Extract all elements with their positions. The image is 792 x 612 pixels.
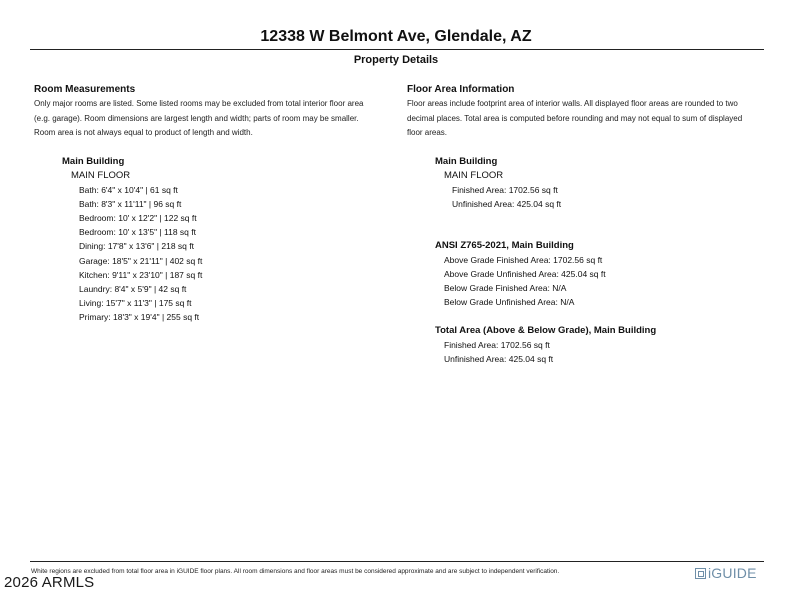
total-unfinished: Unfinished Area: 425.04 sq ft [444,353,554,364]
room-item: Bath: 6'4" x 10'4" | 61 sq ft [79,184,178,195]
floor-area-heading: Floor Area Information [407,84,515,95]
room-item: Dining: 17'8" x 13'6" | 218 sq ft [79,241,194,252]
ansi-item: Below Grade Unfinished Area: N/A [444,296,575,307]
room-item: Bath: 8'3" x 11'11" | 96 sq ft [79,198,182,209]
ansi-title: ANSI Z765-2021, Main Building [435,239,574,251]
note-line: decimal places. Total area is computed before rounding and may not equal to sum of displayed [407,113,743,123]
page-subtitle: Property Details [353,54,439,66]
floor-area-note [407,97,761,141]
total-area-title: Total Area (Above & Below Grade), Main Building [435,324,657,336]
room-item: Primary: 18'3" x 19'4" | 255 sq ft [79,312,200,323]
ansi-item: Above Grade Finished Area: 1702.56 sq ft [444,254,603,265]
iguide-logo [695,565,757,581]
watermark: 2026 ARMLS [4,574,95,591]
main-floor-unfinished: Unfinished Area: 425.04 sq ft [452,198,562,209]
room-item: Living: 15'7" x 11'3" | 175 sq ft [79,298,192,309]
room-item: Bedroom: 10' x 13'5" | 118 sq ft [79,227,196,238]
room-list [34,183,388,325]
note-line: Floor areas include footprint area of interior walls. All displayed floor areas are rounded to two [407,99,738,108]
room-item: Bedroom: 10' x 12'2" | 122 sq ft [79,212,197,223]
ansi-item: Below Grade Finished Area: N/A [444,282,567,293]
room-measurements-section [34,83,388,325]
note-line: Room area is not always equal to product of length and width. [34,128,253,137]
room-measurements-note [34,97,388,141]
room-measurements-heading: Room Measurements [34,84,136,95]
room-item: Laundry: 8'4" x 5'9" | 42 sq ft [79,283,187,294]
iguide-logo-text: iGUIDE [708,565,757,581]
main-floor-finished: Finished Area: 1702.56 sq ft [452,184,558,195]
floor-title: MAIN FLOOR [71,169,131,181]
total-finished: Finished Area: 1702.56 sq ft [444,339,550,350]
footer-divider [30,561,764,562]
footer-disclaimer: White regions are excluded from total floor area in iGUIDE floor plans. All room dimensions and floor areas must be considered approximate and are subject to independent verification. [31,568,560,575]
main-floor-title: MAIN FLOOR [444,169,504,181]
iguide-logo-icon [695,568,706,579]
note-line: floor areas. [407,128,448,137]
page-title: 12338 W Belmont Ave, Glendale, AZ [260,28,532,45]
room-item: Garage: 18'5" x 21'11" | 402 sq ft [79,255,203,266]
ansi-item: Above Grade Unfinished Area: 425.04 sq ft [444,268,606,279]
floor-area-section [407,83,761,366]
main-building-title: Main Building [435,155,498,167]
note-line: Only major rooms are listed. Some listed rooms may be excluded from total interior floor area [34,99,364,108]
header-divider [30,49,764,50]
building-title: Main Building [62,155,125,167]
room-item: Kitchen: 9'11" x 23'10" | 187 sq ft [79,269,203,280]
note-line: (e.g. garage). Room dimensions are largest length and width; parts of room may be smaller. [34,113,359,123]
